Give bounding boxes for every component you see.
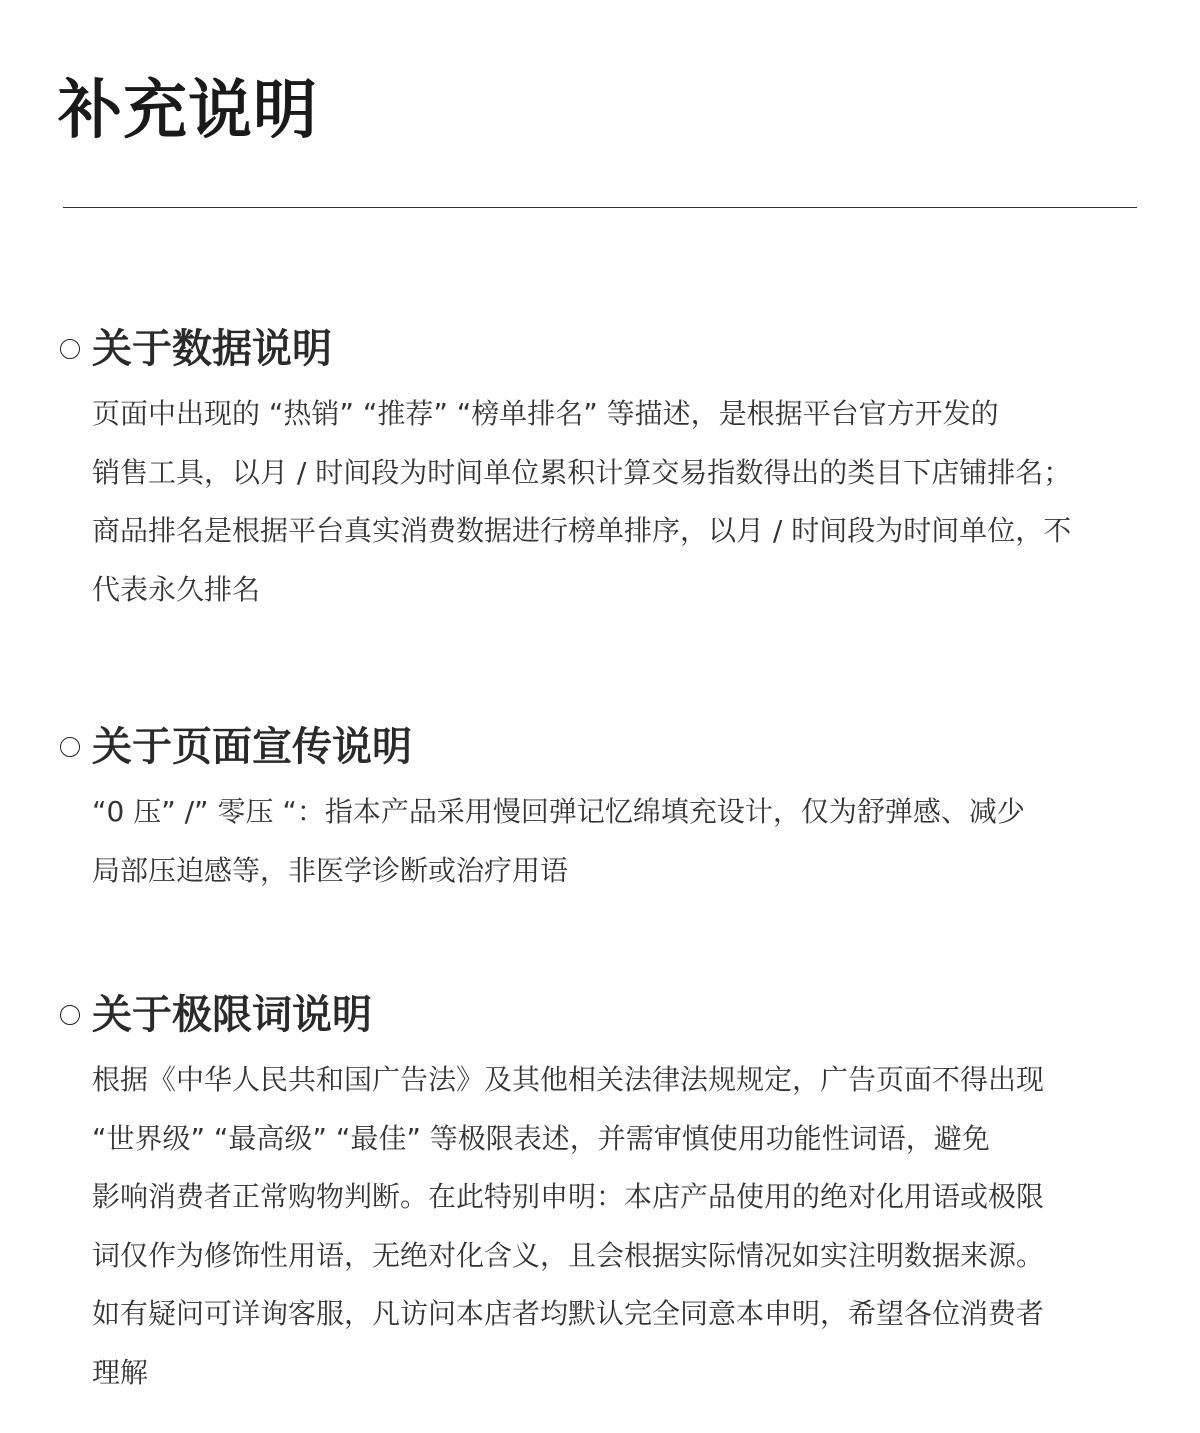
section-body (92, 1051, 1122, 1402)
section-title: 关于数据说明 (92, 326, 332, 372)
circle-bullet-icon (60, 339, 80, 359)
body-line: 销售工具，以月 / 时间段为时间单位累积计算交易指数得出的类目下店铺排名； (92, 455, 1072, 489)
body-line: 影响消费者正常购物判断。在此特别申明：本店产品使用的绝对化用语或极限 (92, 1180, 1045, 1213)
page-title: 补充说明 (58, 74, 318, 148)
section-heading (58, 721, 1138, 773)
section-absolute-terms-statement (58, 989, 1138, 1402)
section-promotion-statement (58, 721, 1138, 900)
body-line: 代表永久排名 (92, 572, 261, 606)
body-line: 根据《中华人民共和国广告法》及其他相关法律法规规定，广告页面不得出现 (92, 1063, 1045, 1096)
body-line: “0 压” /” 零压 “：指本产品采用慢回弹记忆绵填充设计，仅为舒弹感、减少 (92, 795, 1025, 828)
body-line: 词仅作为修饰性用语，无绝对化含义，且会根据实际情况如实注明数据来源。 (92, 1238, 1045, 1272)
section-data-statement (58, 323, 1138, 619)
body-line: 如有疑问可详询客服，凡访问本店者均默认完全同意本申明，希望各位消费者 (92, 1297, 1045, 1330)
section-heading (58, 323, 1138, 375)
body-line: “世界级” “最高级” “最佳” 等极限表述，并需审慎使用功能性词语，避免 (92, 1121, 990, 1155)
section-body (92, 385, 1122, 619)
body-line: 页面中出现的 “热销” “推荐” “榜单排名” 等描述，是根据平台官方开发的 (92, 397, 999, 430)
section-body (92, 783, 1122, 900)
title-divider (63, 207, 1137, 208)
circle-bullet-icon (60, 737, 80, 757)
circle-bullet-icon (60, 1005, 80, 1025)
body-line: 理解 (92, 1355, 149, 1389)
section-title: 关于极限词说明 (92, 992, 372, 1038)
section-heading (58, 989, 1138, 1041)
body-line: 商品排名是根据平台真实消费数据进行榜单排序，以月 / 时间段为时间单位，不 (92, 514, 1072, 547)
section-title: 关于页面宣传说明 (92, 724, 412, 770)
body-line: 局部压迫感等，非医学诊断或治疗用语 (92, 853, 569, 887)
